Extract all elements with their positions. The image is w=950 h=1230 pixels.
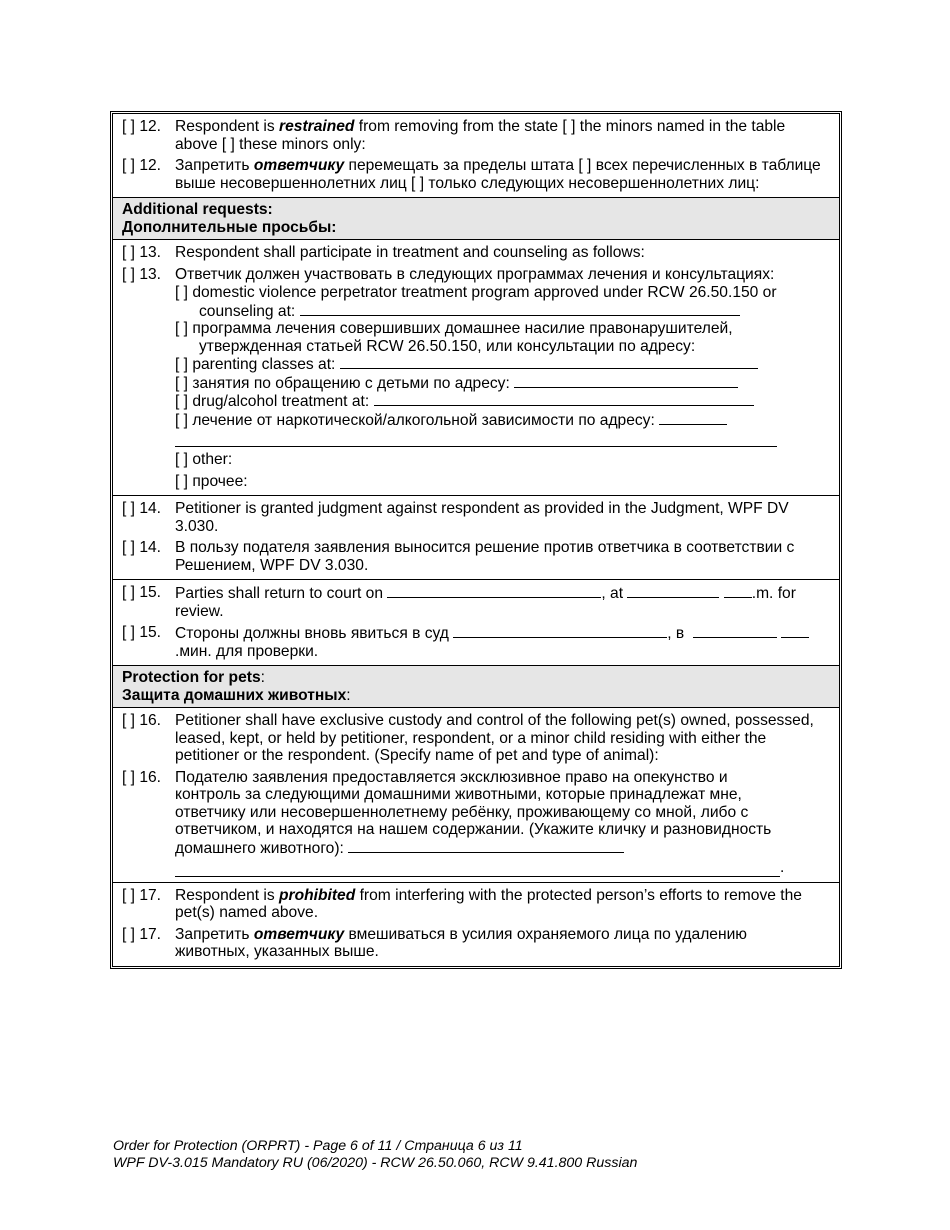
item-12-checkbox[interactable]: [ ] 12. [122,118,162,135]
item-17-checkbox[interactable]: [ ] 17. [122,886,162,904]
item-15-en [113,584,839,620]
return-date-field-ru[interactable] [453,624,667,638]
item-14-checkbox-ru[interactable]: [ ] 14. [122,539,162,556]
item-14-en [113,500,839,535]
section-15 [113,579,839,665]
section-16 [113,707,839,882]
item-15-ru [113,624,839,660]
page-footer [113,1138,637,1172]
order-form-table [110,111,842,969]
pet-name-line-2-row: . [175,859,825,877]
dv-treatment-address-field[interactable] [300,302,740,316]
item-14-checkbox[interactable]: [ ] 14. [122,500,162,517]
section-14 [113,495,839,579]
option-parenting-ru[interactable]: [ ] занятия по обращению с детьми по адресу: [175,374,825,393]
item-17-text-en: Respondent is prohibited from interfering with the protected person’s efforts to remove the pet(s) named above. [175,886,802,921]
item-13-checkbox[interactable]: [ ] 13. [122,244,162,261]
item-15-text-en: Parties shall return to court on , at .m. for review. [175,585,796,620]
drug-alcohol-address-field[interactable] [374,392,754,406]
item-12-ru [113,157,839,192]
item-14-ru [113,539,839,574]
item-15-text-ru: Стороны должны вновь явиться в суд , в .мин. для проверки. [175,624,839,660]
item-17-en [113,887,839,922]
item-16-checkbox[interactable]: [ ] 16. [122,712,162,729]
pet-name-field-line-2[interactable] [175,863,780,877]
section-17 [113,882,839,966]
section-13 [113,239,839,495]
footer-line-2: WPF DV-3.015 Mandatory RU (06/2020) - RCW 26.50.060, RCW 9.41.800 Russian [113,1155,638,1171]
item-16-ru [113,769,839,877]
return-date-field[interactable] [387,584,601,598]
option-parenting-en[interactable]: [ ] parenting classes at: [175,355,825,374]
pet-name-field[interactable] [348,839,624,853]
option-other-ru[interactable]: [ ] прочее: [175,472,248,490]
item-17-text-ru: Запретить ответчику вмешиваться в усилия охраняемого лица по удалению животных, указанных выше. [175,925,747,960]
return-time-field-ru[interactable] [693,624,777,638]
item-16-en [113,712,839,765]
item-16-text-en: Petitioner shall have exclusive custody and control of the following pet(s) owned, possessed, leased, kept, or held by petitioner, respondent, or a minor child residing with either the petitioner or the respondent. (Specify name of pet and type of animal): [175,712,814,764]
item-14-text-ru: В пользу подателя заявления выносится решение против ответчика в соответствии с Решением, WPF DV 3.030. [175,539,795,574]
item-13-checkbox-ru[interactable]: [ ] 13. [122,265,162,283]
item-12-en [113,118,839,153]
item-12-text-ru: Запретить ответчику перемещать за пределы штата [ ] всех перечисленных в таблице выше несовершеннолетних лиц [ ] только следующих несовершеннолетних лиц: [175,157,821,192]
parenting-address-field[interactable] [340,355,758,369]
additional-requests-title-en: Additional requests: [122,201,273,218]
additional-requests-header [113,197,839,239]
item-16-checkbox-ru[interactable]: [ ] 16. [122,768,162,786]
item-16-text-ru: Подателю заявления предоставляется эксклюзивное право на опекунство и контроль за следующими домашними животными, которые принадлежат мне, ответчику или несовершеннолетнему ребёнку, проживающему со мной, либо с ответчиком, и находятся на нашем содержании. (Укажите кличку и разновидность домашнего животного): [175,768,772,857]
return-ampm-field[interactable] [724,584,752,598]
item-17-ru [113,926,839,961]
item-13-ru [113,266,839,491]
item-13-body [175,266,839,491]
pets-header [113,665,839,707]
additional-requests-title-ru: Дополнительные просьбы: [122,218,337,236]
item-15-checkbox[interactable]: [ ] 15. [122,584,162,601]
parenting-address-field-ru[interactable] [514,374,738,388]
item-13-en [113,244,839,262]
option-dv-treatment-en[interactable]: [ ] domestic violence perpetrator treatment program approved under RCW 26.50.150 or counseling at: [175,284,777,320]
item-13-text-en: Respondent shall participate in treatment and counseling as follows: [175,244,645,261]
drug-alcohol-address-line-2[interactable] [175,429,777,447]
option-drug-alcohol-en[interactable]: [ ] drug/alcohol treatment at: [175,392,825,411]
item-14-text-en: Petitioner is granted judgment against respondent as provided in the Judgment, WPF DV 3.030. [175,500,789,535]
item-17-checkbox-ru[interactable]: [ ] 17. [122,925,162,943]
item-15-checkbox-ru[interactable]: [ ] 15. [122,624,162,641]
item-16-body [175,769,839,877]
pets-title-ru: Защита домашних животных: [122,686,351,704]
item-13-text-ru: Ответчик должен участвовать в следующих программах лечения и консультациях: [175,265,775,283]
section-12 [113,114,839,197]
footer-line-1: Order for Protection (ORPRT) - Page 6 of 11 / Страница 6 из 11 [113,1138,523,1154]
return-min-field-ru[interactable] [781,624,809,638]
option-drug-alcohol-ru[interactable]: [ ] лечение от наркотической/алкогольной зависимости по адресу: [175,411,825,430]
return-time-field[interactable] [627,584,719,598]
option-dv-treatment-ru[interactable]: [ ] программа лечения совершивших домашнее насилие правонарушителей, утвержденная статьей RCW 26.50.150, или консультации по адресу: [175,320,733,355]
drug-alcohol-address-field-ru[interactable] [659,411,727,425]
pets-title-en: Protection for pets: [122,669,265,686]
item-12-checkbox-ru[interactable]: [ ] 12. [122,157,162,174]
item-12-text-en: Respondent is restrained from removing from the state [ ] the minors named in the table above [ ] these minors only: [175,118,786,153]
option-other-en[interactable]: [ ] other: [175,451,233,468]
